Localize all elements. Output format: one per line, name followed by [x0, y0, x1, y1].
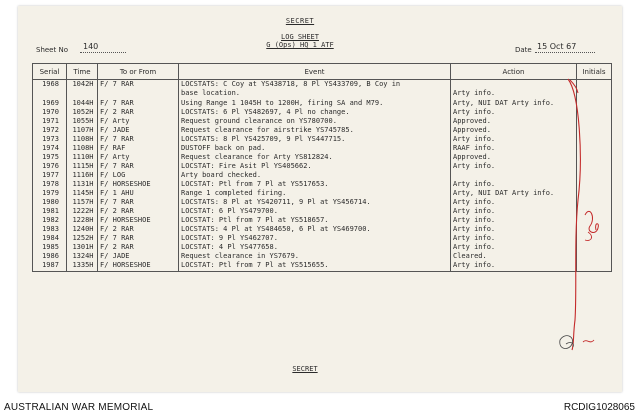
time-cell: 1110H [67, 153, 98, 162]
table-row [33, 153, 612, 162]
event-cell: LOCSTATS: 8 Pl YS425709, 9 Pl YS447715. [179, 135, 451, 144]
to-from-cell: F/ 2 RAR [98, 108, 179, 117]
action-cell: Approved. [451, 126, 577, 135]
table-row [33, 225, 612, 234]
event-cell: LOCSTATS: 6 Pl YS482697, 4 Pl no change. [179, 108, 451, 117]
action-cell [451, 80, 577, 100]
time-cell: 1145H [67, 189, 98, 198]
table-row [33, 252, 612, 261]
table-row [33, 162, 612, 171]
initials-cell [577, 153, 612, 162]
event-cell: Arty board checked. [179, 171, 451, 180]
sheet-subtitle: G (Ops) HQ 1 ATF [266, 41, 334, 49]
to-from-cell: F/ HORSESHOE [98, 261, 179, 272]
table-row [33, 243, 612, 252]
serial-cell: 1981 [33, 207, 67, 216]
table-row [33, 126, 612, 135]
event-line-continued: base location. [181, 89, 241, 97]
to-from-cell: F/ 1 AHU [98, 189, 179, 198]
event-cell: Request clearance for airstrike YS745785. [179, 126, 451, 135]
to-from-cell: F/ 7 RAR [98, 234, 179, 243]
serial-cell: 1971 [33, 117, 67, 126]
date-value: 15 Oct 67 [537, 42, 577, 51]
initials-cell [577, 198, 612, 207]
action-cell: RAAF info. [451, 144, 577, 153]
event-cell: LOCSTAT: Ptl from 7 Pl at YS518657. [179, 216, 451, 225]
table-row [33, 207, 612, 216]
to-from-cell: F/ 7 RAR [98, 99, 179, 108]
serial-cell: 1968 [33, 80, 67, 100]
initials-cell [577, 162, 612, 171]
col-header-action: Action [451, 64, 577, 80]
event-cell: LOCSTAT: Fire Asit Pl YS405662. [179, 162, 451, 171]
event-cell [179, 80, 451, 100]
serial-cell: 1979 [33, 189, 67, 198]
serial-cell: 1973 [33, 135, 67, 144]
serial-cell: 1985 [33, 243, 67, 252]
table-row [33, 171, 612, 180]
to-from-cell: F/ Arty [98, 153, 179, 162]
time-cell: 1157H [67, 198, 98, 207]
col-header-serial: Serial [33, 64, 67, 80]
serial-cell: 1986 [33, 252, 67, 261]
table-row [33, 144, 612, 153]
event-cell: LOCSTAT: Ptl from 7 Pl at YS517653. [179, 180, 451, 189]
table-row [33, 180, 612, 189]
table-row [33, 135, 612, 144]
to-from-cell: F/ Arty [98, 117, 179, 126]
initials-cell [577, 180, 612, 189]
time-cell: 1042H [67, 80, 98, 100]
sheet-title: LOG SHEET [281, 33, 319, 41]
time-cell: 1252H [67, 234, 98, 243]
time-cell: 1301H [67, 243, 98, 252]
to-from-cell: F/ RAF [98, 144, 179, 153]
initials-cell [577, 261, 612, 272]
initials-cell [577, 108, 612, 117]
action-cell: Arty, NUI DAT Arty info. [451, 99, 577, 108]
initials-cell [577, 144, 612, 153]
event-cell: LOCSTAT: 6 Pl YS479700. [179, 207, 451, 216]
serial-cell: 1978 [33, 180, 67, 189]
action-cell: Arty info. [451, 207, 577, 216]
time-cell: 1228H [67, 216, 98, 225]
table-row [33, 198, 612, 207]
table-row [33, 99, 612, 108]
serial-cell: 1982 [33, 216, 67, 225]
action-cell: Arty info. [451, 162, 577, 171]
event-cell: Using Range 1 1045H to 1200H, firing SA and M79. [179, 99, 451, 108]
action-cell [451, 171, 577, 180]
time-cell: 1052H [67, 108, 98, 117]
serial-cell: 1970 [33, 108, 67, 117]
col-header-initials: Initials [577, 64, 612, 80]
to-from-cell: F/ JADE [98, 126, 179, 135]
sheet-number-line [80, 52, 126, 53]
serial-cell: 1976 [33, 162, 67, 171]
initials-cell [577, 243, 612, 252]
classification-header: SECRET [285, 17, 315, 25]
to-from-cell: F/ LOG [98, 171, 179, 180]
col-header-time: Time [67, 64, 98, 80]
action-cell: Arty info. [451, 108, 577, 117]
to-from-cell: F/ 7 RAR [98, 80, 179, 100]
time-cell: 1324H [67, 252, 98, 261]
time-cell: 1108H [67, 135, 98, 144]
table-row [33, 189, 612, 198]
event-cell: Request clearance for Arty YS812824. [179, 153, 451, 162]
table-row [33, 117, 612, 126]
action-cell: Arty info. [451, 225, 577, 234]
to-from-cell: F/ 2 RAR [98, 243, 179, 252]
action-cell: Arty, NUI DAT Arty info. [451, 189, 577, 198]
to-from-cell: F/ 7 RAR [98, 198, 179, 207]
serial-cell: 1974 [33, 144, 67, 153]
archive-reference: RCDIG1028065 [563, 402, 635, 413]
time-cell: 1055H [67, 117, 98, 126]
time-cell: 1044H [67, 99, 98, 108]
archive-footer-bar [0, 398, 640, 417]
event-cell: Request ground clearance on YS780700. [179, 117, 451, 126]
action-line [453, 80, 576, 89]
action-cell: Approved. [451, 117, 577, 126]
to-from-cell: F/ HORSESHOE [98, 216, 179, 225]
table-row [33, 108, 612, 117]
table-row [33, 234, 612, 243]
initials-cell [577, 135, 612, 144]
initials-cell [577, 234, 612, 243]
initials-cell [577, 117, 612, 126]
event-cell: LOCSTATS: 4 Pl at YS484650, 6 Pl at YS469700. [179, 225, 451, 234]
time-cell: 1222H [67, 207, 98, 216]
event-cell: LOCSTATS: 8 Pl at YS420711, 9 Pl at YS456714. [179, 198, 451, 207]
action-cell: Arty info. [451, 261, 577, 272]
event-cell: LOCSTAT: 4 Pl YS477658. [179, 243, 451, 252]
action-cell: Arty info. [451, 216, 577, 225]
initials-cell [577, 216, 612, 225]
initials-cell [577, 189, 612, 198]
time-cell: 1115H [67, 162, 98, 171]
serial-cell: 1983 [33, 225, 67, 234]
time-cell: 1335H [67, 261, 98, 272]
to-from-cell: F/ 7 RAR [98, 135, 179, 144]
serial-cell: 1980 [33, 198, 67, 207]
event-cell: LOCSTAT: Ptl from 7 Pl at YS515655. [179, 261, 451, 272]
initials-cell [577, 80, 612, 100]
action-cell: Arty info. [451, 135, 577, 144]
col-header-event: Event [179, 64, 451, 80]
action-line-continued: Arty info. [453, 89, 496, 97]
table-row [33, 261, 612, 272]
event-cell: LOCSTAT: 9 Pl YS462707. [179, 234, 451, 243]
serial-cell: 1987 [33, 261, 67, 272]
action-cell: Approved. [451, 153, 577, 162]
to-from-cell: F/ HORSESHOE [98, 180, 179, 189]
initials-cell [577, 225, 612, 234]
header-row [33, 64, 612, 80]
initials-cell [577, 207, 612, 216]
classification-footer: SECRET [292, 365, 318, 373]
sheet-number-label: Sheet No [36, 46, 68, 54]
table-row [33, 80, 612, 100]
time-cell: 1240H [67, 225, 98, 234]
time-cell: 1108H [67, 144, 98, 153]
action-cell: Arty info. [451, 243, 577, 252]
col-header-to-from: To or From [98, 64, 179, 80]
sheet-number: 140 [83, 42, 99, 51]
to-from-cell: F/ 2 RAR [98, 225, 179, 234]
date-line [535, 52, 595, 53]
time-cell: 1107H [67, 126, 98, 135]
serial-cell: 1972 [33, 126, 67, 135]
initials-cell [577, 99, 612, 108]
serial-cell: 1975 [33, 153, 67, 162]
action-cell: Cleared. [451, 252, 577, 261]
to-from-cell: F/ JADE [98, 252, 179, 261]
serial-cell: 1977 [33, 171, 67, 180]
action-cell: Arty info. [451, 180, 577, 189]
archive-source: AUSTRALIAN WAR MEMORIAL [4, 402, 154, 413]
date-label: Date [515, 46, 532, 54]
table-row [33, 216, 612, 225]
initials-cell [577, 171, 612, 180]
event-cell: Request clearance in YS7679. [179, 252, 451, 261]
serial-cell: 1969 [33, 99, 67, 108]
initials-cell [577, 252, 612, 261]
event-cell: Range 1 completed firing. [179, 189, 451, 198]
action-cell: Arty info. [451, 198, 577, 207]
log-table [32, 63, 612, 272]
action-cell: Arty info. [451, 234, 577, 243]
time-cell: 1116H [67, 171, 98, 180]
serial-cell: 1984 [33, 234, 67, 243]
to-from-cell: F/ 2 RAR [98, 207, 179, 216]
initials-cell [577, 126, 612, 135]
event-cell: DUSTOFF back on pad. [179, 144, 451, 153]
event-line: LOCSTATS: C Coy at YS438718, 8 Pl YS433709, B Coy in [181, 80, 401, 88]
to-from-cell: F/ 7 RAR [98, 162, 179, 171]
time-cell: 1131H [67, 180, 98, 189]
